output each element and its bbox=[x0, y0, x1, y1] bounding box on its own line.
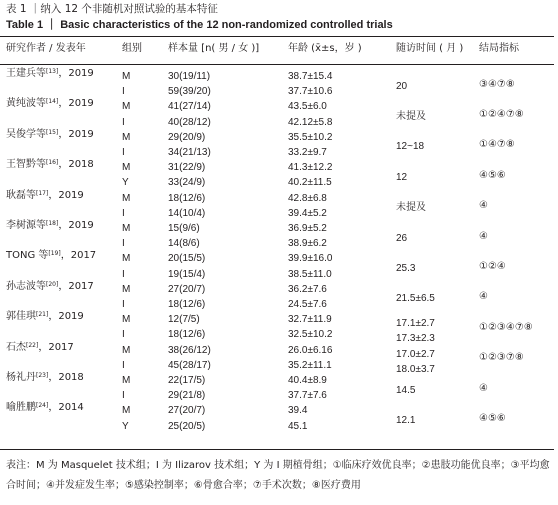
study-author-name: 石杰 bbox=[6, 341, 26, 353]
sample-size: 14(10/4) bbox=[168, 207, 206, 219]
sample-size: 29(21/8) bbox=[168, 390, 206, 402]
study-reference: [24] bbox=[36, 402, 49, 410]
outcome-indicators: ④⑤⑥ bbox=[479, 413, 506, 424]
table-note-line-1: 表注：M 为 Masquelet 技术组；I 为 Ilizarov 技术组；Y 为 I 期植骨组；①临床疗效优良率；②患肢功 bbox=[6, 460, 461, 471]
table-top-rule bbox=[0, 36, 554, 37]
sample-size: 22(17/5) bbox=[168, 375, 206, 386]
outcome-indicators: ①②④ bbox=[479, 261, 506, 272]
age-value: 32.5±10.2 bbox=[288, 329, 333, 341]
study-author-name: 杨礼丹 bbox=[6, 372, 36, 383]
age-value: 43.5±6.0 bbox=[288, 101, 327, 113]
study-author bbox=[6, 371, 84, 384]
table-caption-en: Table 1 ｜ Basic characteristics of the 12 non-randomized controlled trials bbox=[6, 19, 393, 31]
sample-size: 18(12/6) bbox=[168, 192, 206, 204]
outcome-indicators: ①②③④⑦⑧ bbox=[479, 321, 533, 333]
age-value: 39.4±5.2 bbox=[288, 207, 327, 219]
outcome-indicators: ④ bbox=[479, 200, 488, 212]
study-author-name: 李树源等 bbox=[6, 220, 46, 231]
study-reference: [16] bbox=[46, 159, 59, 167]
group-label: M bbox=[122, 71, 131, 82]
age-value: 38.5±11.0 bbox=[288, 268, 332, 280]
study-year: ，2019 bbox=[58, 128, 94, 140]
age-value: 33.2±9.7 bbox=[288, 147, 327, 158]
sample-size: 29(20/9) bbox=[168, 131, 206, 143]
study-author bbox=[6, 341, 74, 354]
group-label: Y bbox=[122, 420, 129, 432]
age-value: 42.8±6.8 bbox=[288, 192, 327, 204]
age-value: 37.7±10.6 bbox=[288, 86, 333, 98]
age-value: 36.9±5.2 bbox=[288, 223, 327, 234]
study-author bbox=[6, 128, 94, 141]
table-bottom-rule bbox=[0, 449, 554, 450]
study-author-name: 郭佳琪 bbox=[6, 311, 36, 323]
study-reference: [20] bbox=[46, 280, 59, 288]
group-label: M bbox=[122, 162, 131, 174]
follow-up-value: 17.3±2.3 bbox=[396, 333, 435, 345]
follow-up-value: 12.1 bbox=[396, 415, 416, 426]
outcome-indicators: ④ bbox=[479, 382, 488, 394]
age-value: 39.4 bbox=[288, 405, 308, 417]
age-value: 24.5±7.6 bbox=[288, 299, 327, 310]
study-reference: [18] bbox=[46, 220, 59, 227]
group-label: I bbox=[122, 359, 125, 371]
age-value: 36.2±7.6 bbox=[288, 283, 327, 295]
table-caption-zh: 表 1 ｜纳入 12 个非随机对照试验的基本特征 bbox=[6, 3, 218, 15]
sample-size: 34(21/13) bbox=[168, 147, 211, 158]
group-label: I bbox=[122, 147, 125, 158]
study-author bbox=[6, 67, 94, 80]
study-author-name: 王建兵等 bbox=[6, 68, 46, 79]
sample-size: 30(19/11) bbox=[168, 71, 211, 82]
age-value: 41.3±12.2 bbox=[288, 162, 333, 174]
study-year: ，2019 bbox=[48, 311, 84, 323]
table-note-line-2: 能优良率；③平均愈合时间；④并发症发生率；⑤感染控制率；⑥骨愈合率；⑦手术次数；⑧医疗费用 bbox=[6, 460, 550, 491]
header-group: 组别 bbox=[122, 43, 142, 54]
study-reference: [15] bbox=[46, 128, 59, 136]
study-author-name: 耿磊等 bbox=[6, 189, 36, 201]
sample-size: 33(24/9) bbox=[168, 177, 206, 189]
group-label: I bbox=[122, 207, 125, 219]
sample-size: 27(20/7) bbox=[168, 405, 206, 417]
header-sample-size: 样本量 [n( 男 / 女 )] bbox=[168, 43, 260, 54]
group-label: M bbox=[122, 253, 131, 265]
study-year: ，2018 bbox=[48, 372, 84, 383]
study-reference: [13] bbox=[46, 68, 59, 75]
study-author bbox=[6, 158, 94, 171]
age-value: 38.7±15.4 bbox=[288, 71, 333, 82]
follow-up-value: 26 bbox=[396, 232, 408, 244]
study-year: ，2018 bbox=[58, 159, 94, 171]
study-author-name: 王智黔等 bbox=[6, 159, 46, 171]
follow-up-value: 17.0±2.7 bbox=[396, 348, 435, 360]
study-year: ，2019 bbox=[48, 189, 84, 201]
follow-up-value: 未提及 bbox=[396, 202, 426, 214]
study-author bbox=[6, 280, 94, 293]
study-author bbox=[6, 310, 84, 323]
group-label: I bbox=[122, 329, 125, 341]
group-label: I bbox=[122, 238, 125, 250]
sample-size: 40(28/12) bbox=[168, 116, 211, 128]
study-author-name: TONG 等 bbox=[6, 250, 49, 262]
age-value: 45.1 bbox=[288, 420, 308, 432]
sample-size: 18(12/6) bbox=[168, 299, 206, 310]
sample-size: 31(22/9) bbox=[168, 162, 206, 174]
sample-size: 15(9/6) bbox=[168, 223, 200, 234]
follow-up-value: 25.3 bbox=[396, 263, 416, 274]
group-label: I bbox=[122, 86, 125, 98]
header-author-year: 研究作者 / 发表年 bbox=[6, 43, 86, 54]
sample-size: 59(39/20) bbox=[168, 86, 211, 98]
header-follow-up: 随访时间 ( 月 ) bbox=[396, 43, 464, 54]
study-year: ，2017 bbox=[38, 341, 74, 353]
age-value: 35.2±11.1 bbox=[288, 359, 332, 371]
age-value: 35.5±10.2 bbox=[288, 131, 333, 143]
sample-size: 41(27/14) bbox=[168, 101, 211, 113]
group-label: M bbox=[122, 375, 131, 386]
study-year: ，2014 bbox=[48, 402, 84, 414]
group-label: M bbox=[122, 283, 131, 295]
study-author-name: 喻胜鹏 bbox=[6, 402, 36, 414]
table-note bbox=[6, 456, 554, 496]
sample-size: 25(20/5) bbox=[168, 420, 206, 432]
outcome-indicators: ①②④⑦⑧ bbox=[479, 109, 524, 120]
study-reference: [21] bbox=[36, 311, 49, 319]
study-author bbox=[6, 401, 84, 414]
study-author-name: 孙志波等 bbox=[6, 280, 46, 292]
follow-up-value: 12~18 bbox=[396, 141, 425, 153]
study-reference: [17] bbox=[36, 189, 49, 197]
study-author bbox=[6, 189, 84, 202]
study-year: ，2019 bbox=[58, 68, 94, 79]
sample-size: 19(15/4) bbox=[168, 268, 206, 280]
outcome-indicators: ①②③⑦⑧ bbox=[479, 352, 524, 364]
group-label: M bbox=[122, 192, 131, 204]
age-value: 38.9±6.2 bbox=[288, 238, 327, 250]
outcome-indicators: ①④⑦⑧ bbox=[479, 139, 515, 151]
follow-up-value: 17.1±2.7 bbox=[396, 318, 435, 330]
study-reference: [23] bbox=[36, 372, 49, 379]
age-value: 42.12±5.8 bbox=[288, 116, 333, 128]
sample-size: 20(15/5) bbox=[168, 253, 206, 265]
follow-up-value: 14.5 bbox=[396, 384, 416, 396]
study-year: ，2017 bbox=[60, 250, 97, 262]
group-label: I bbox=[122, 299, 125, 310]
age-value: 39.9±16.0 bbox=[288, 253, 333, 265]
follow-up-value: 18.0±3.7 bbox=[396, 363, 435, 375]
study-reference: [22] bbox=[26, 341, 39, 349]
sample-size: 14(8/6) bbox=[168, 238, 200, 250]
header-outcomes: 结局指标 bbox=[479, 43, 519, 54]
study-author-name: 黄纯波等 bbox=[6, 98, 46, 110]
header-age: 年龄 (x̄±s，岁 ) bbox=[288, 43, 362, 54]
group-label: M bbox=[122, 101, 131, 113]
follow-up-value: 未提及 bbox=[396, 111, 426, 122]
group-label: Y bbox=[122, 177, 129, 189]
table-header-rule bbox=[0, 64, 554, 65]
group-label: I bbox=[122, 268, 125, 280]
sample-size: 18(12/6) bbox=[168, 329, 206, 341]
group-label: M bbox=[122, 405, 131, 417]
age-value: 40.4±8.9 bbox=[288, 375, 327, 386]
follow-up-value: 21.5±6.5 bbox=[396, 293, 435, 305]
study-author bbox=[6, 97, 94, 110]
group-label: M bbox=[122, 314, 131, 326]
sample-size: 12(7/5) bbox=[168, 314, 200, 326]
study-year: ，2017 bbox=[58, 280, 94, 292]
study-year: ，2019 bbox=[58, 98, 94, 110]
study-reference: [14] bbox=[46, 98, 59, 106]
outcome-indicators: ④ bbox=[479, 230, 488, 242]
group-label: I bbox=[122, 390, 125, 402]
group-label: M bbox=[122, 344, 131, 356]
study-author bbox=[6, 219, 94, 232]
outcome-indicators: ③④⑦⑧ bbox=[479, 78, 515, 90]
follow-up-value: 20 bbox=[396, 80, 408, 92]
study-author bbox=[6, 249, 96, 262]
outcome-indicators: ④⑤⑥ bbox=[479, 169, 506, 181]
study-author-name: 吴俊学等 bbox=[6, 128, 46, 140]
sample-size: 45(28/17) bbox=[168, 359, 211, 371]
age-value: 26.0±6.16 bbox=[288, 344, 333, 356]
age-value: 37.7±7.6 bbox=[288, 390, 327, 402]
group-label: M bbox=[122, 223, 131, 234]
age-value: 32.7±11.9 bbox=[288, 314, 332, 326]
outcome-indicators: ④ bbox=[479, 291, 488, 303]
follow-up-value: 12 bbox=[396, 171, 408, 183]
sample-size: 27(20/7) bbox=[168, 283, 206, 295]
age-value: 40.2±11.5 bbox=[288, 177, 332, 189]
group-label: M bbox=[122, 131, 131, 143]
study-year: ，2019 bbox=[58, 220, 94, 231]
sample-size: 38(26/12) bbox=[168, 344, 211, 356]
group-label: I bbox=[122, 116, 125, 128]
study-reference: [19] bbox=[48, 250, 61, 258]
